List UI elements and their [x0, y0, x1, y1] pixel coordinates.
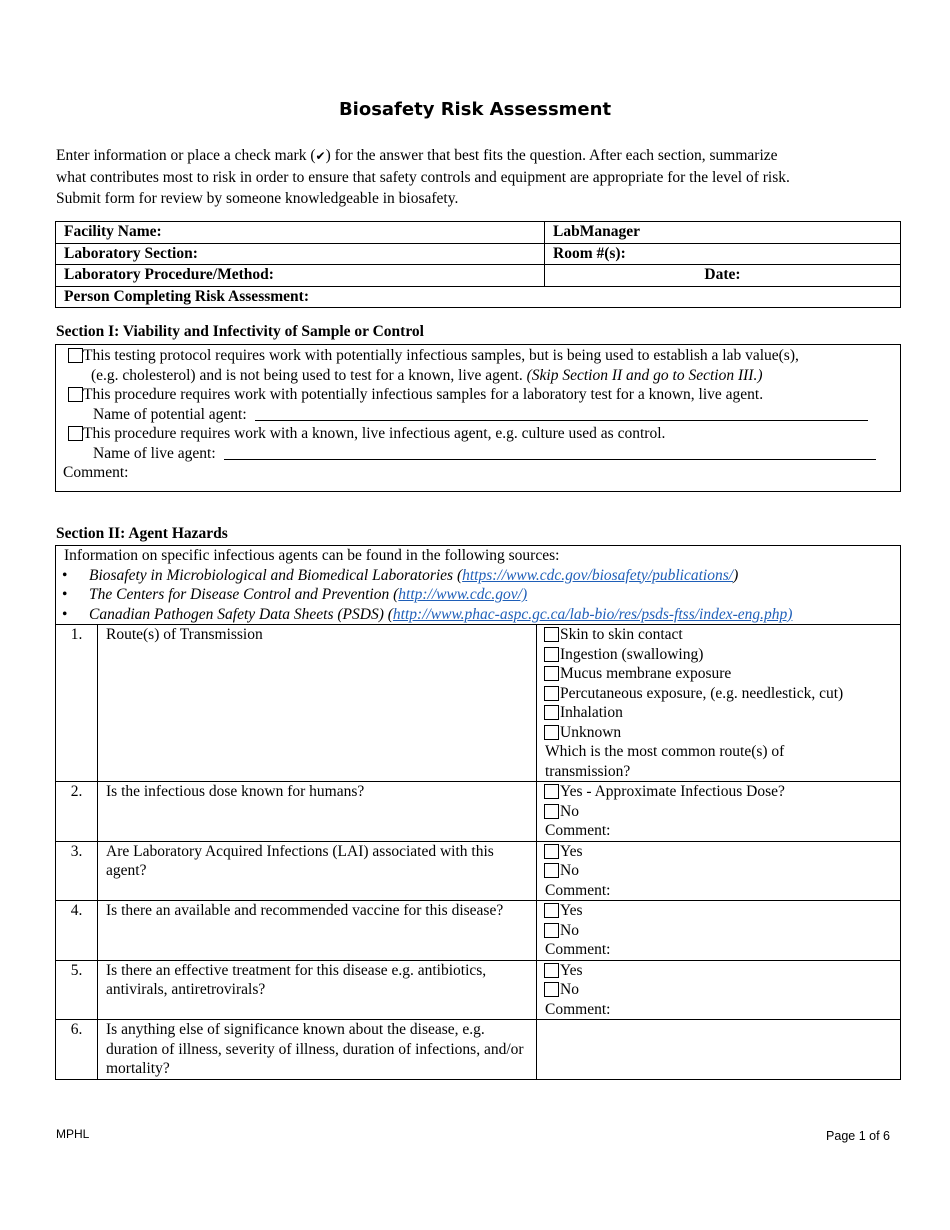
section1-heading: Section I: Viability and Infectivity of Sample or Control — [56, 323, 424, 340]
question-text: Is there an effective treatment for this disease e.g. antibiotics, antivirals, antiretrovirals? — [98, 960, 537, 1020]
section1-box — [55, 344, 901, 492]
checkbox[interactable] — [544, 923, 559, 938]
question-text: Route(s) of Transmission — [98, 625, 537, 782]
table-row — [56, 1020, 901, 1080]
option-item[interactable] — [545, 703, 892, 723]
option-item[interactable] — [545, 861, 892, 881]
intro-line-1b: ) for the answer that best fits the question. After each section, summarize — [325, 147, 778, 164]
source-name: Biosafety in Microbiological and Biomedical Laboratories ( — [89, 566, 463, 584]
question-number: 6. — [56, 1020, 98, 1080]
table-row — [56, 901, 901, 961]
section1-opt1-line1: This testing protocol requires work with potentially infectious samples, but is being used to establish a lab value(s), — [83, 347, 799, 364]
option-label: Yes — [560, 902, 583, 919]
procedure-label: Laboratory Procedure/Method: — [56, 265, 545, 287]
checkbox[interactable] — [544, 647, 559, 662]
option-label: Inhalation — [560, 704, 623, 721]
option-label: Yes - Approximate Infectious Dose? — [560, 783, 785, 800]
option-item[interactable] — [545, 901, 892, 921]
checkbox[interactable] — [544, 903, 559, 918]
option-item[interactable] — [545, 645, 892, 665]
option-label: No — [560, 802, 579, 820]
source-link[interactable]: http://www.phac-aspc.gc.ca/lab-bio/res/psds-ftss/index-eng.php) — [392, 605, 793, 623]
answer-cell — [537, 1020, 901, 1080]
question-text: Is anything else of significance known about the disease, e.g. duration of illness, severity of illness, duration of infections, and/or mortality? — [98, 1020, 537, 1080]
person-label[interactable]: Person Completing Risk Assessment: — [56, 286, 901, 308]
option-item[interactable] — [545, 684, 892, 704]
option-label: No — [560, 862, 579, 879]
option-extra: transmission? — [545, 762, 631, 780]
section1-opt3-line1: This procedure requires work with a known, live infectious agent, e.g. culture used as control. — [83, 425, 666, 442]
source-close: ) — [733, 566, 739, 584]
checkbox[interactable] — [544, 686, 559, 701]
live-agent-label: Name of live agent: — [93, 444, 216, 462]
room-label[interactable]: Room #(s): — [545, 243, 901, 265]
option-label: Percutaneous exposure, (e.g. needlestick, cut) — [560, 684, 844, 702]
option-label: Yes — [560, 842, 583, 860]
table-row — [56, 625, 901, 782]
answer-cell — [537, 625, 901, 782]
intro-text — [56, 145, 886, 209]
option-label: Yes — [560, 961, 583, 979]
option-item[interactable] — [545, 921, 892, 941]
option-item[interactable] — [545, 625, 892, 645]
checkbox[interactable] — [544, 982, 559, 997]
date-label[interactable]: Date: — [545, 265, 901, 287]
checkbox-section1-opt2[interactable] — [68, 387, 83, 402]
question-number: 3. — [56, 841, 98, 901]
option-item[interactable] — [545, 842, 892, 862]
facility-label: Facility Name: — [56, 222, 545, 244]
sources-intro: Information on specific infectious agents can be found in the following sources: — [64, 547, 560, 564]
intro-line-3: Submit form for review by someone knowledgeable in biosafety. — [56, 190, 459, 207]
option-label: Unknown — [560, 723, 622, 741]
option-item[interactable] — [545, 664, 892, 684]
answer-cell — [537, 901, 901, 961]
option-extra: Which is the most common route(s) of — [545, 743, 785, 760]
sources-list — [64, 566, 900, 625]
live-agent-field[interactable] — [224, 446, 876, 460]
bullet-icon: • — [62, 566, 68, 584]
answer-cell — [537, 782, 901, 842]
checkbox[interactable] — [544, 627, 559, 642]
option-extra: Comment: — [545, 941, 611, 958]
section1-comment-label: Comment: — [63, 464, 129, 481]
info-table — [55, 221, 901, 308]
intro-line-1a: Enter information or place a check mark ( — [56, 147, 316, 164]
option-label: No — [560, 981, 579, 998]
question-text: Is the infectious dose known for humans? — [98, 782, 537, 842]
section2-table — [55, 545, 901, 1080]
question-number: 5. — [56, 960, 98, 1020]
source-item — [56, 566, 900, 586]
footer-org: MPHL — [56, 1127, 90, 1141]
option-label: No — [560, 921, 579, 939]
checkbox[interactable] — [544, 963, 559, 978]
option-label: Mucus membrane exposure — [560, 665, 732, 682]
option-item[interactable] — [545, 802, 892, 822]
answer-cell — [537, 960, 901, 1020]
potential-agent-label: Name of potential agent: — [93, 405, 247, 423]
checkbox-section1-opt3[interactable] — [68, 426, 83, 441]
option-extra: Comment: — [545, 822, 611, 839]
option-label: Ingestion (swallowing) — [560, 645, 704, 663]
option-item[interactable] — [545, 980, 892, 1000]
bullet-icon: • — [62, 605, 68, 623]
checkbox[interactable] — [544, 863, 559, 878]
bullet-icon: • — [62, 586, 68, 603]
option-extra: Comment: — [545, 881, 611, 899]
section1-opt1-line2: (e.g. cholesterol) and is not being used to test for a known, live agent. — [91, 366, 527, 384]
question-number: 2. — [56, 782, 98, 842]
checkbox[interactable] — [544, 804, 559, 819]
page-number: Page 1 of 6 — [826, 1129, 890, 1143]
potential-agent-field[interactable] — [255, 407, 868, 421]
source-item — [56, 585, 900, 605]
section1-opt1-skip-note: (Skip Section II and go to Section III.) — [526, 366, 763, 384]
table-row — [56, 841, 901, 901]
checkbox[interactable] — [544, 666, 559, 681]
option-item[interactable] — [545, 782, 892, 802]
table-row — [56, 960, 901, 1020]
checkbox[interactable] — [544, 725, 559, 740]
checkbox[interactable] — [544, 844, 559, 859]
source-name: Canadian Pathogen Safety Data Sheets (PSDS) ( — [89, 605, 393, 623]
section2-heading: Section II: Agent Hazards — [56, 525, 228, 542]
intro-line-2: what contributes most to risk in order to ensure that safety controls and equipment are appropriate for the level of risk. — [56, 169, 790, 186]
sources-cell — [56, 546, 901, 625]
checkbox-section1-opt1[interactable] — [68, 348, 83, 363]
check-mark-icon: ✔ — [315, 149, 326, 163]
source-name: The Centers for Disease Control and Prevention ( — [89, 586, 399, 603]
answer-cell — [537, 841, 901, 901]
question-text: Is there an available and recommended vaccine for this disease? — [98, 901, 537, 961]
option-extra: Comment: — [545, 1000, 611, 1018]
source-item — [56, 605, 900, 625]
facility-value[interactable]: LabManager — [545, 222, 901, 244]
question-text: Are Laboratory Acquired Infections (LAI) associated with this agent? — [98, 841, 537, 901]
section1-opt2-line1: This procedure requires work with potentially infectious samples for a laboratory test for a known, live agent. — [83, 386, 764, 403]
option-label: Skin to skin contact — [560, 626, 683, 643]
option-item[interactable] — [545, 723, 892, 743]
table-row — [56, 782, 901, 842]
source-link[interactable]: https://www.cdc.gov/biosafety/publications/ — [462, 566, 734, 584]
option-item[interactable] — [545, 961, 892, 981]
page-title: Biosafety Risk Assessment — [338, 99, 612, 120]
source-link[interactable]: http://www.cdc.gov/) — [398, 586, 528, 603]
lab-section-label: Laboratory Section: — [56, 243, 545, 265]
checkbox[interactable] — [544, 705, 559, 720]
question-number: 4. — [56, 901, 98, 961]
question-number: 1. — [56, 625, 98, 782]
checkbox[interactable] — [544, 784, 559, 799]
